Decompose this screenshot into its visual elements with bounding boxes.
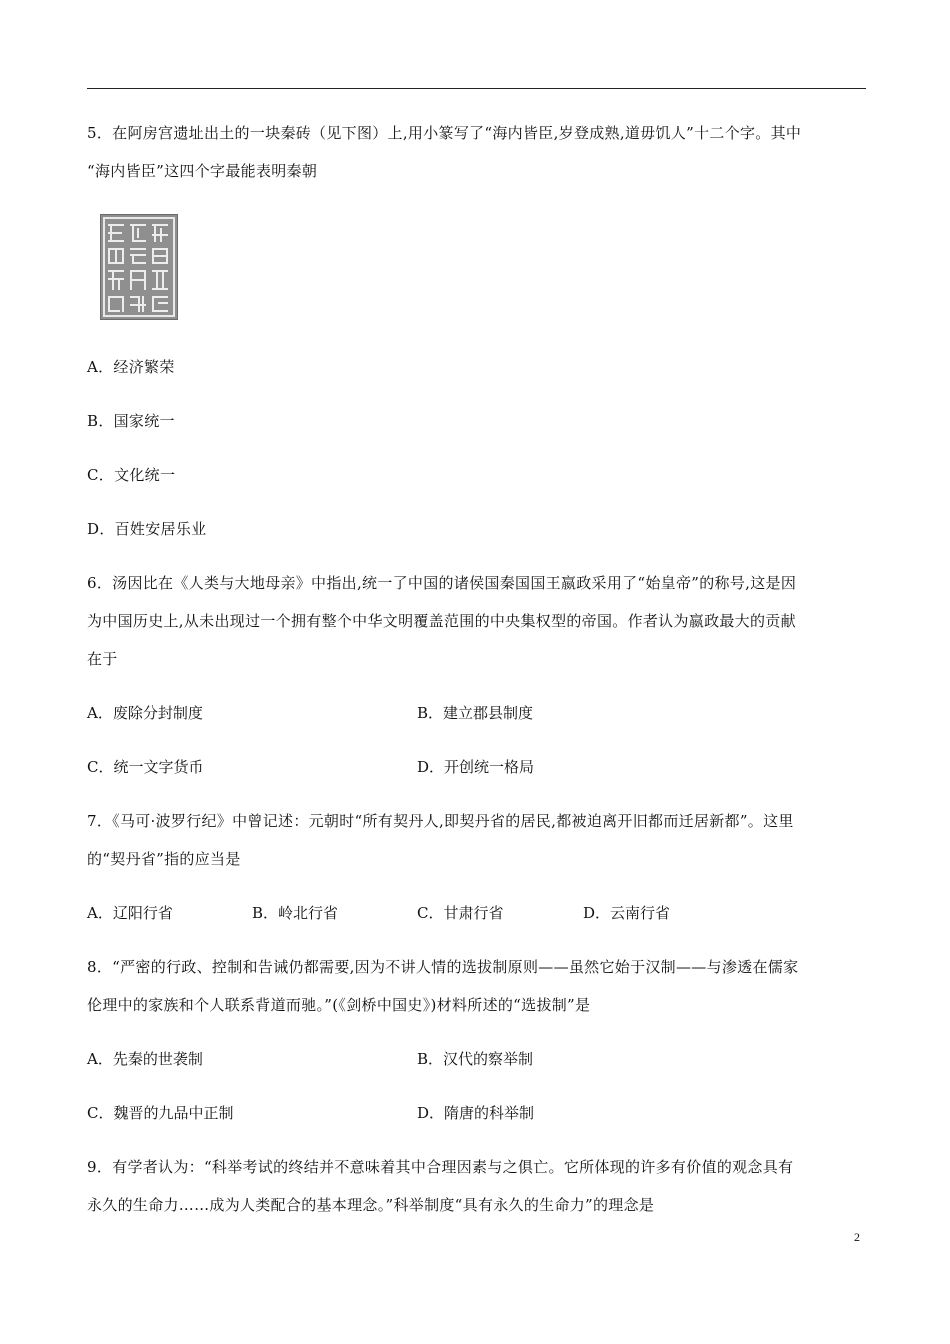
q7-stem-line2: 的“契丹省”指的应当是 <box>87 850 241 868</box>
q6-stem-line2: 为中国历史上,从未出现过一个拥有整个中华文明覆盖范围的中央集权型的帝国。作者认为嬴政最大的贡献 <box>87 612 796 630</box>
q6-option-b: B．建立郡县制度 <box>417 704 534 722</box>
q5-option-b: B．国家统一 <box>87 412 175 430</box>
q8-stem-line1: 8．“严密的行政、控制和告诫仍都需要,因为不讲人情的选拔制原则——虽然它始于汉制——与渗透在儒家 <box>87 958 799 976</box>
q6-option-d: D．开创统一格局 <box>417 758 535 776</box>
page-number: 2 <box>854 1230 860 1244</box>
q9-stem-line2: 永久的生命力……成为人类配合的基本理念。”科举制度“具有永久的生命力”的理念是 <box>87 1196 655 1214</box>
q5-stem-line1: 5．在阿房宫遗址出土的一块秦砖（见下图）上,用小篆写了“海内皆臣,岁登成熟,道毋饥人”十二个字。其中 <box>87 124 802 142</box>
q8-option-b: B．汉代的察举制 <box>417 1050 534 1068</box>
q5-option-a: A．经济繁荣 <box>87 358 175 376</box>
q5-stem-line2: “海内皆臣”这四个字最能表明秦朝 <box>87 162 318 180</box>
q7-option-b: B．岭北行省 <box>252 904 339 922</box>
q8-stem-line2: 伦理中的家族和个人联系背道而驰。”(《剑桥中国史》)材料所述的“选拔制”是 <box>87 996 591 1014</box>
q5-option-d: D．百姓安居乐业 <box>87 520 207 538</box>
q6-option-a: A．废除分封制度 <box>87 704 203 722</box>
q9-stem-line1: 9．有学者认为：“科举考试的终结并不意味着其中合理因素与之俱亡。它所体现的许多有价值的观念具有 <box>87 1158 794 1176</box>
q7-option-a: A．辽阳行省 <box>87 904 173 922</box>
q6-stem-line3: 在于 <box>87 650 118 668</box>
q8-option-a: A．先秦的世袭制 <box>87 1050 203 1068</box>
q8-option-c: C．魏晋的九品中正制 <box>87 1104 234 1122</box>
q7-stem-line1: 7．《马可·波罗行纪》中曾记述：元朝时“所有契丹人,即契丹省的居民,都被迫离开旧都而迁居新都”。这里 <box>87 812 794 830</box>
q5-option-c: C．文化统一 <box>87 466 176 484</box>
qin-brick-seal-image <box>100 214 178 320</box>
q7-option-c: C．甘肃行省 <box>417 904 504 922</box>
q6-stem-line1: 6．汤因比在《人类与大地母亲》中指出,统一了中国的诸侯国秦国国王嬴政采用了“始皇帝”的称号,这是因 <box>87 574 797 592</box>
q7-option-d: D．云南行省 <box>583 904 671 922</box>
q6-option-c: C．统一文字货币 <box>87 758 204 776</box>
q8-option-d: D．隋唐的科举制 <box>417 1104 535 1122</box>
header-rule <box>87 88 866 89</box>
